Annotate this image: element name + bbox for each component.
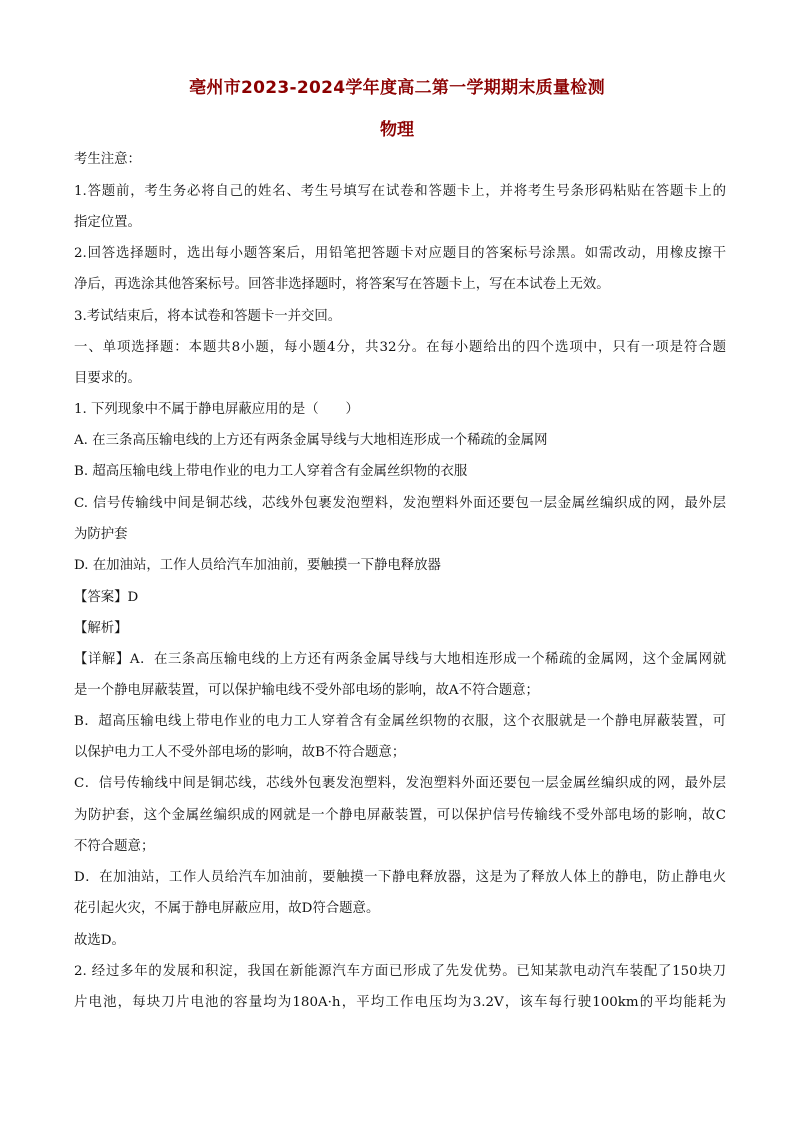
question-1-option-c-line-1: C. 信号传输线中间是铜芯线，芯线外包裹发泡塑料，发泡塑料外面还要包一层金属丝编织成的网，最外层	[74, 496, 726, 511]
question-1-option-a: A. 在三条高压输电线的上方还有两条金属导线与大地相连形成一个稀疏的金属网	[74, 433, 548, 448]
notice-item-3: 3.考试结束后，将本试卷和答题卡一并交回。	[74, 309, 342, 324]
question-2-stem-line-1: 2. 经过多年的发展和积淀，我国在新能源汽车方面已形成了先发优势。已知某款电动汽车装配了150块刀	[74, 964, 726, 979]
question-1-answer: 【答案】D	[74, 590, 139, 605]
question-1-detail-line-9: 花引起火灾，不属于静电屏蔽应用，故D符合题意。	[74, 901, 380, 916]
question-1-detail-line-7: 不符合题意；	[74, 839, 155, 854]
notice-item-2-line-1: 2.回答选择题时，选出每小题答案后，用铅笔把答题卡对应题目的答案标号涂黑。如需改动，用橡皮擦干	[74, 246, 726, 261]
document-title: 亳州市2023-2024学年度高二第一学期期末质量检测	[189, 78, 605, 98]
question-1-stem: 1. 下列现象中不属于静电屏蔽应用的是（ ）	[74, 402, 359, 417]
question-1-option-b: B. 超高压输电线上带电作业的电力工人穿着含有金属丝织物的衣服	[74, 464, 468, 479]
question-1-option-c-line-2: 为防护套	[74, 527, 128, 542]
subject-title: 物理	[380, 120, 414, 140]
question-1-option-d: D. 在加油站，工作人员给汽车加油前，要触摸一下静电释放器	[74, 558, 441, 573]
question-1-detail-line-1: 【详解】A．在三条高压输电线的上方还有两条金属导线与大地相连形成一个稀疏的金属网，这个金属网就	[74, 652, 726, 667]
notice-item-2-line-2: 净后，再选涂其他答案标号。回答非选择题时，将答案写在答题卡上，写在本试卷上无效。	[74, 277, 610, 292]
question-1-detail-line-2: 是一个静电屏蔽装置，可以保护输电线不受外部电场的影响，故A不符合题意；	[74, 683, 539, 698]
notice-item-1-line-1: 1.答题前，考生务必将自己的姓名、考生号填写在试卷和答题卡上，并将考生号条形码粘贴在答题卡上的	[74, 184, 726, 199]
notice-heading: 考生注意：	[74, 152, 141, 167]
question-1-analysis-label: 【解析】	[74, 621, 128, 636]
question-1-conclusion: 故选D。	[74, 933, 125, 948]
section-heading-line-2: 目要求的。	[74, 371, 141, 386]
question-2-stem-line-2: 片电池，每块刀片电池的容量均为180A·h，平均工作电压均为3.2V，该车每行驶100km的平均能耗为	[74, 995, 726, 1010]
question-1-detail-line-8: D．在加油站，工作人员给汽车加油前，要触摸一下静电释放器，这是为了释放人体上的静电，防止静电火	[74, 870, 726, 885]
question-1-detail-line-6: 为防护套，这个金属丝编织成的网就是一个静电屏蔽装置，可以保护信号传输线不受外部电场的影响，故C	[74, 808, 726, 823]
question-1-detail-line-3: B．超高压输电线上带电作业的电力工人穿着含有金属丝织物的衣服，这个衣服就是一个静电屏蔽装置，可	[74, 714, 726, 729]
section-heading-line-1: 一、单项选择题：本题共8小题，每小题4分，共32分。在每小题给出的四个选项中，只有一项是符合题	[74, 340, 726, 355]
question-1-detail-line-4: 以保护电力工人不受外部电场的影响，故B不符合题意；	[74, 745, 406, 760]
question-1-detail-line-5: C．信号传输线中间是铜芯线，芯线外包裹发泡塑料，发泡塑料外面还要包一层金属丝编织成的网，最外层	[74, 776, 726, 791]
notice-item-1-line-2: 指定位置。	[74, 215, 141, 230]
